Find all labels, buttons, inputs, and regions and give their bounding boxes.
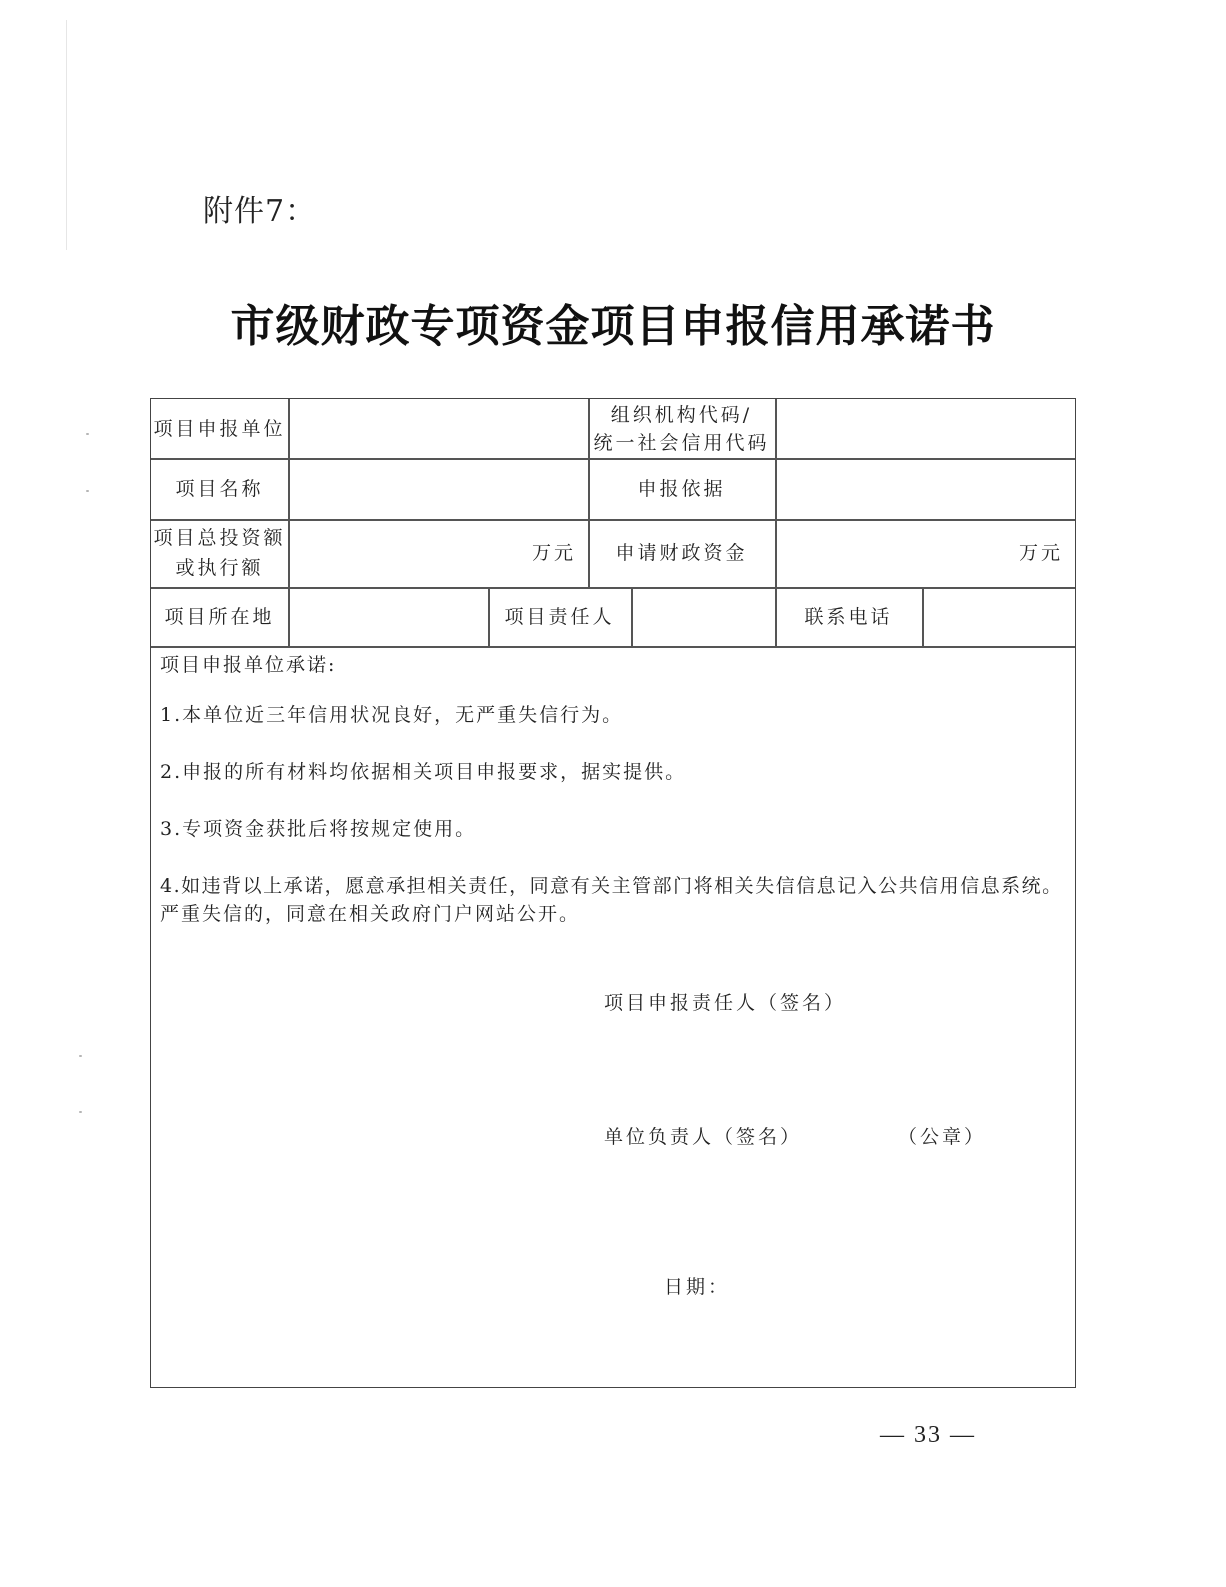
scan-speck bbox=[79, 1055, 82, 1057]
label-requested-funds: 申请财政资金 bbox=[615, 542, 748, 564]
date-label: 日期： bbox=[664, 1276, 731, 1298]
label-org-code-line1: 组织机构代码/ bbox=[610, 403, 753, 426]
application-basis-field[interactable] bbox=[775, 458, 1075, 519]
page-number: — 33 — bbox=[880, 1422, 976, 1448]
total-investment-field[interactable] bbox=[288, 519, 588, 587]
scan-speck bbox=[79, 1111, 82, 1113]
project-name-field[interactable] bbox=[288, 458, 588, 519]
commitment-item: 3.专项资金获批后将按规定使用。 bbox=[160, 818, 477, 840]
commitment-heading: 项目申报单位承诺: bbox=[160, 654, 337, 676]
label-applicant-unit: 项目申报单位 bbox=[153, 417, 286, 440]
responsible-person-signature: 项目申报责任人（签名） bbox=[604, 992, 847, 1014]
commitment-item: 2.申报的所有材料均依据相关项目申报要求，据实提供。 bbox=[160, 761, 687, 783]
unit-wan-yuan: 万元 bbox=[531, 542, 576, 564]
scan-speck bbox=[86, 490, 89, 492]
label-contact-phone: 联系电话 bbox=[804, 605, 893, 628]
commitment-section bbox=[160, 651, 1065, 928]
project-location-field[interactable] bbox=[288, 587, 488, 646]
label-org-code bbox=[588, 399, 775, 458]
label-org-code-line2: 统一社会信用代码 bbox=[593, 431, 770, 454]
scan-edge-shadow bbox=[66, 20, 67, 250]
requested-funds-field[interactable] bbox=[775, 519, 1075, 587]
commitment-item-continued: 严重失信的，同意在相关政府门户网站公开。 bbox=[160, 903, 581, 925]
scan-speck bbox=[86, 433, 89, 435]
label-project-manager: 项目责任人 bbox=[504, 605, 615, 628]
label-total-investment-line1: 项目总投资额 bbox=[153, 527, 286, 549]
unit-head-signature: 单位负责人（签名） bbox=[604, 1126, 803, 1148]
commitment-item: 4.如违背以上承诺，愿意承担相关责任，同意有关主管部门将相关失信信息记入公共信用信息系统。 bbox=[160, 875, 1063, 897]
commitment-item: 1.本单位近三年信用状况良好，无严重失信行为。 bbox=[160, 704, 624, 726]
org-code-field[interactable] bbox=[775, 399, 1075, 458]
label-total-investment-line2: 或执行额 bbox=[175, 557, 264, 579]
attachment-label: 附件7： bbox=[203, 194, 317, 229]
unit-wan-yuan: 万元 bbox=[1018, 542, 1063, 564]
label-total-investment bbox=[151, 519, 288, 587]
project-manager-field[interactable] bbox=[631, 587, 775, 646]
contact-phone-field[interactable] bbox=[922, 587, 1075, 646]
label-project-location: 项目所在地 bbox=[164, 605, 275, 628]
official-seal: （公章） bbox=[898, 1126, 987, 1148]
label-project-name: 项目名称 bbox=[175, 477, 264, 500]
page-title: 市级财政专项资金项目申报信用承诺书 bbox=[230, 301, 996, 352]
applicant-unit-field[interactable] bbox=[288, 399, 588, 458]
row-divider bbox=[151, 646, 1075, 648]
label-application-basis: 申报依据 bbox=[637, 477, 726, 500]
